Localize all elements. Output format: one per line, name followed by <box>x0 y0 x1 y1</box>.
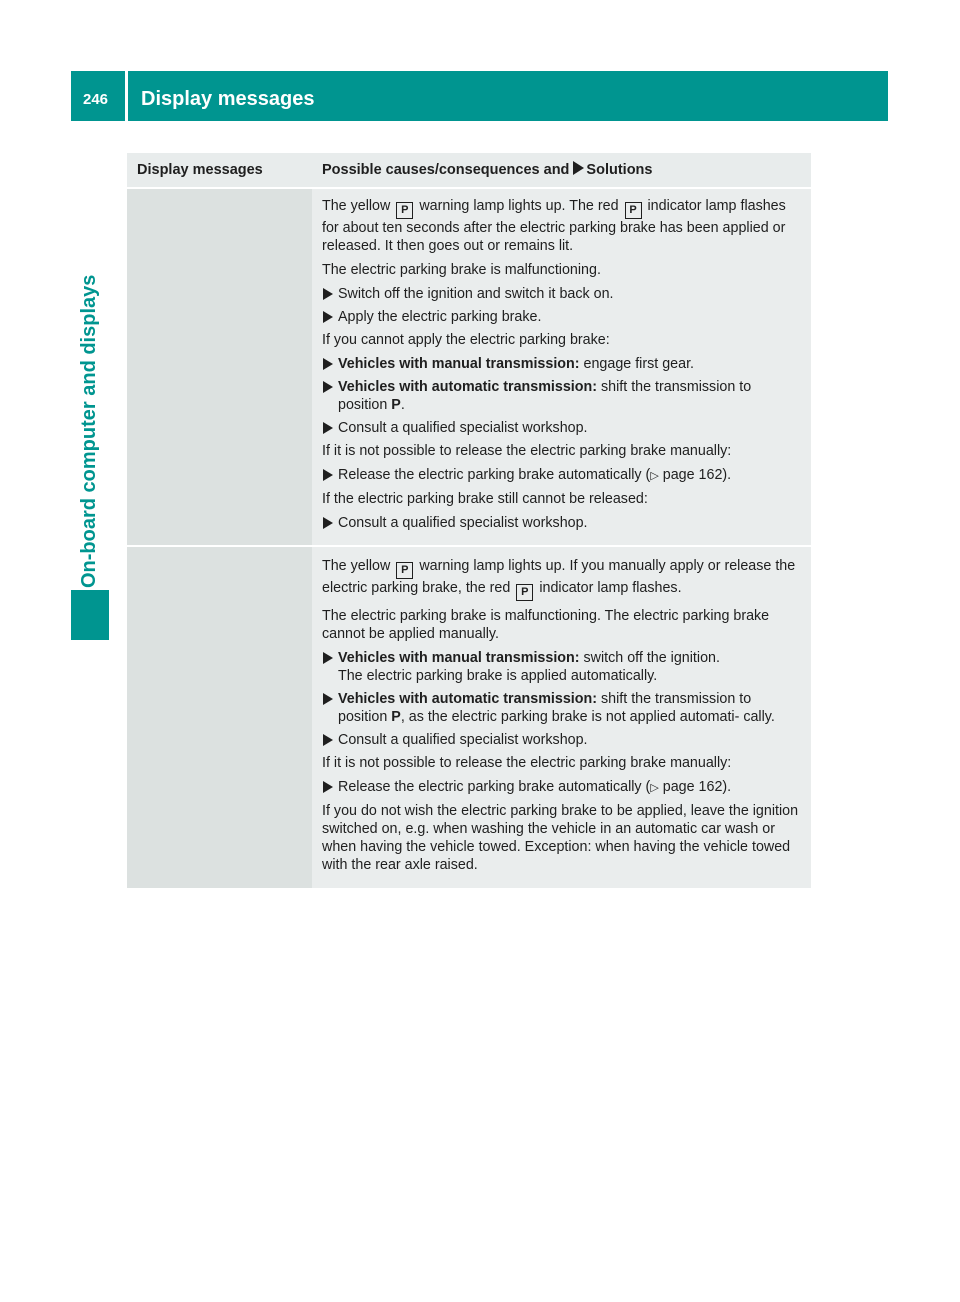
parking-brake-icon: P <box>396 202 413 219</box>
instruction-step <box>322 649 803 685</box>
intro-text: The yellow <box>322 198 391 214</box>
intro-text: warning lamp lights up. If you manually apply or release the electric parking brake, the red <box>322 558 796 596</box>
step-arrow-icon <box>323 517 333 529</box>
step-arrow-icon <box>323 693 333 705</box>
step-text: Consult a qualified specialist workshop. <box>338 732 588 748</box>
step-bold-text: Vehicles with automatic transmission: <box>338 379 598 395</box>
step-text: Consult a qualified specialist workshop. <box>338 420 588 436</box>
intro-text: warning lamp lights up. The red <box>419 198 619 214</box>
step-arrow-icon <box>323 288 333 300</box>
solutions-arrow-icon <box>573 161 584 175</box>
step-bold-text: Vehicles with manual transmission: <box>338 650 580 666</box>
intro-text: indicator lamp flashes. <box>539 580 682 596</box>
instruction-step <box>322 690 803 726</box>
instruction-step <box>322 355 803 373</box>
instruction-step <box>322 419 803 437</box>
step-text: The electric parking brake is applied automatically. <box>338 668 658 684</box>
table-row <box>127 546 811 888</box>
instruction-step <box>322 285 803 303</box>
solution-cell <box>312 546 811 888</box>
step-text: engage first gear. <box>583 356 695 372</box>
gear-position: P <box>391 709 401 725</box>
column-header-causes <box>312 153 811 188</box>
instruction-step <box>322 731 803 749</box>
step-text: Switch off the ignition and switch it back on. <box>338 286 614 302</box>
step-arrow-icon <box>323 469 333 481</box>
step-text: Consult a qualified specialist workshop. <box>338 515 588 531</box>
column-header-causes-text: Possible causes/consequences and <box>322 162 570 178</box>
page-reference-link[interactable]: page 162). <box>662 779 732 795</box>
page-reference-link[interactable]: page 162). <box>662 467 732 483</box>
column-header-messages: Display messages <box>127 153 312 188</box>
table-header-row <box>127 153 811 188</box>
instruction-step <box>322 378 803 414</box>
paragraph: The electric parking brake is malfunctioning. The electric parking brake cannot be applied manually. <box>322 608 770 642</box>
step-bold-text: Vehicles with manual transmission: <box>338 356 580 372</box>
step-text: . <box>400 397 405 413</box>
row-intro <box>322 197 803 255</box>
paragraph: The electric parking brake is malfunctioning. <box>322 262 601 278</box>
paragraph: If you do not wish the electric parking brake to be applied, leave the ignition switched on, e.g. when washing the vehicle in an automatic car wash or when having the vehicle towed. Exception: when having the vehicle towed with the rear axle raised. <box>322 803 799 873</box>
parking-brake-icon: P <box>396 562 413 579</box>
step-arrow-icon <box>323 358 333 370</box>
table-row <box>127 188 811 546</box>
display-messages-table <box>127 153 811 888</box>
intro-text: The yellow <box>322 558 391 574</box>
step-arrow-icon <box>323 734 333 746</box>
page-ref-icon: ▷ <box>650 782 659 794</box>
page-title: Display messages <box>141 88 315 110</box>
page-number: 246 <box>83 91 109 108</box>
instruction-step <box>322 514 803 532</box>
step-arrow-icon <box>323 652 333 664</box>
step-text: shift the transmission to position <box>338 691 752 725</box>
section-side-marker <box>71 590 109 640</box>
step-arrow-icon <box>323 422 333 434</box>
parking-brake-icon: P <box>516 584 533 601</box>
instruction-step <box>322 308 803 326</box>
paragraph: If it is not possible to release the electric parking brake manually: <box>322 443 732 459</box>
gear-position: P <box>391 397 401 413</box>
step-text: Release the electric parking brake automatically ( <box>338 779 651 795</box>
solution-cell <box>312 188 811 546</box>
step-arrow-icon <box>323 781 333 793</box>
column-header-solutions-text: Solutions <box>586 162 653 178</box>
page-ref-icon: ▷ <box>650 470 659 482</box>
step-text: Release the electric parking brake automatically ( <box>338 467 651 483</box>
step-text: , as the electric parking brake is not applied automati- cally. <box>400 709 775 725</box>
page-header <box>71 71 888 121</box>
step-text: Apply the electric parking brake. <box>338 309 542 325</box>
paragraph: If the electric parking brake still cannot be released: <box>322 491 648 507</box>
parking-brake-icon: P <box>625 202 642 219</box>
step-arrow-icon <box>323 311 333 323</box>
message-cell <box>127 546 312 888</box>
paragraph: If you cannot apply the electric parking brake: <box>322 332 610 348</box>
instruction-step <box>322 778 803 797</box>
intro-text: indicator lamp flashes for about ten seconds after the electric parking brake has been applied or released. It then goes out or remains lit. <box>322 198 786 254</box>
section-side-label: On-board computer and displays <box>78 274 100 588</box>
paragraph: If it is not possible to release the electric parking brake manually: <box>322 755 732 771</box>
instruction-step <box>322 466 803 485</box>
step-text: switch off the ignition. <box>583 650 720 666</box>
message-cell <box>127 188 312 546</box>
header-divider <box>125 71 128 121</box>
step-bold-text: Vehicles with automatic transmission: <box>338 691 598 707</box>
step-arrow-icon <box>323 381 333 393</box>
step-text: shift the transmission to position <box>338 379 752 413</box>
row-intro <box>322 557 803 601</box>
